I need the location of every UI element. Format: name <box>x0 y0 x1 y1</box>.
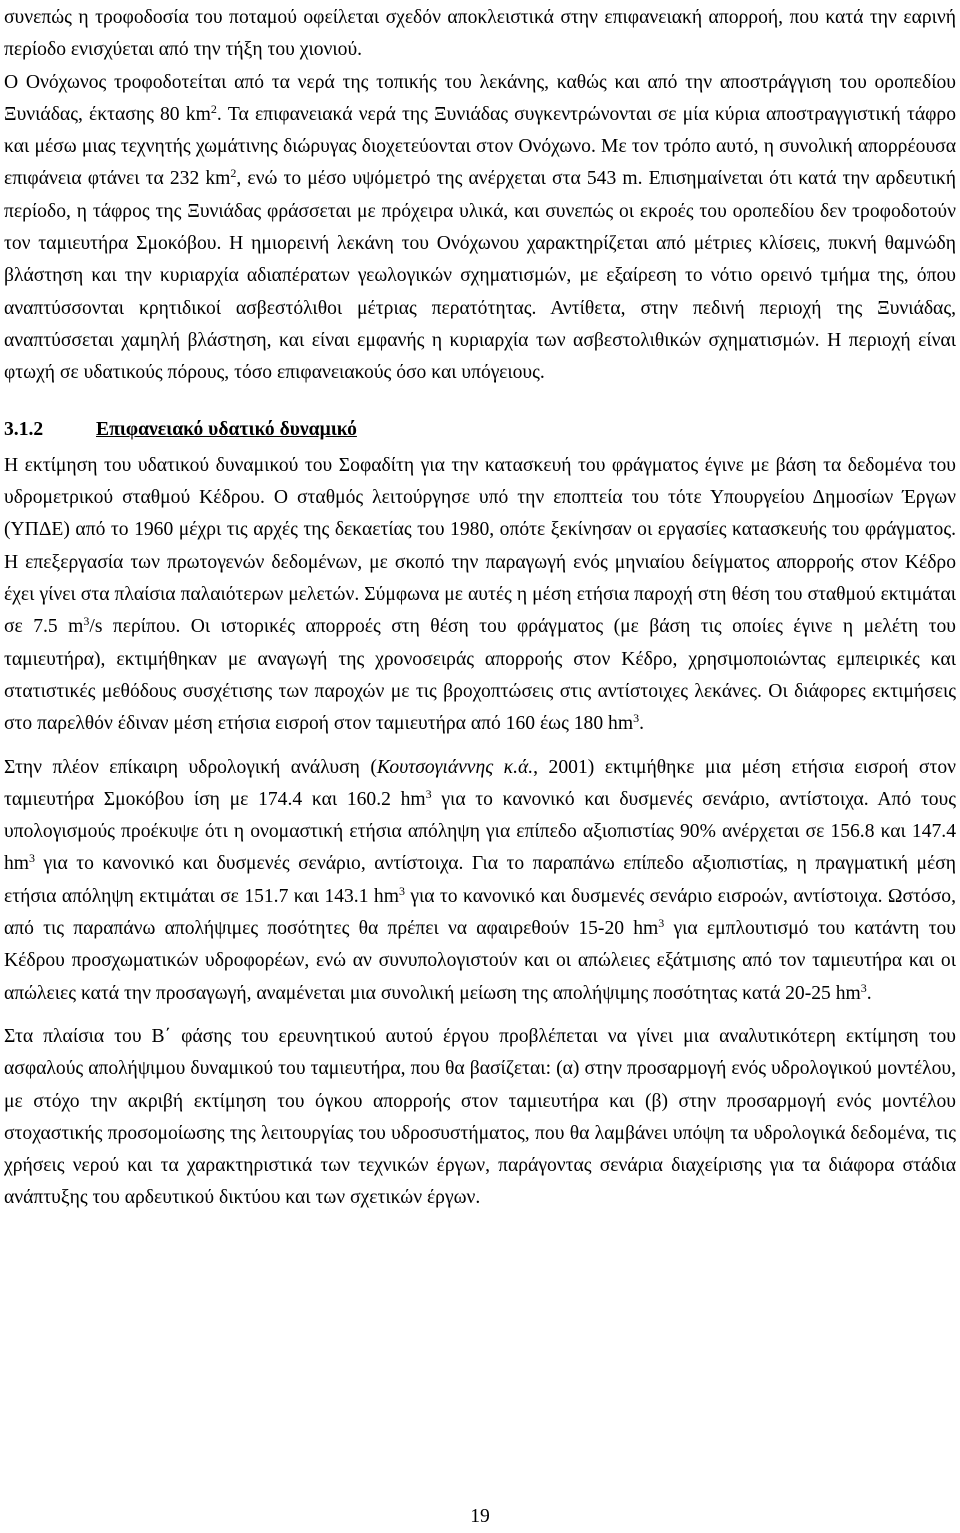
paragraph-3 <box>4 450 956 741</box>
paragraph-4-text-b: , 2001) εκτιμήθηκε μια μέση ετήσια εισροή στον ταμιευτήρα Σμοκόβου ίση με 174.4 και 160.2 hm <box>4 756 956 810</box>
section-heading <box>4 414 956 446</box>
paragraph-4 <box>4 752 956 1010</box>
superscript: 3 <box>398 883 405 898</box>
paragraph-3-text-b: /s περίπου. Οι ιστορικές απορροές στη θέση του φράγματος (με βάση τις οποίες έγινε η μελέτη του ταμιευτήρα), εκτιμήθηκαν με αναγωγή της χρονοσειράς απορροής στον Κέδρο, χρησιμοποιώντας εμπειρικές και στατιστικές μεθόδους συσχέτισης των παροχών με τις βροχοπτώσεις στις αντίστοιχες λεκάνες. Οι διάφορες εκτιμήσεις στο παρελθόν έδιναν μέση ετήσια εισροή στον ταμιευτήρα από 160 έως 180 hm <box>4 616 956 735</box>
paragraph-2 <box>4 67 956 390</box>
paragraph-2-text-b: . Τα επιφανειακά νερά της Ξυνιάδας συγκεντρώνονται σε μία κύρια αποστραγγιστική τάφρο και μέσω μιας τεχνητής χωμάτινης διώρυγας διοχετεύονται στον Ονόχωνο. Με τον τρόπο αυτό, η συνολική απορρέουσα επιφάνεια φτάνει τα 232 km <box>4 103 957 190</box>
superscript: 3 <box>83 614 90 629</box>
paragraph-1 <box>4 2 956 67</box>
paragraph-5-text: Στα πλαίσια του Β΄ φάσης του ερευνητικού αυτού έργου προβλέπεται να γίνει μια αναλυτικότερη εκτίμηση του ασφαλούς απολήψιμου δυναμικού του ταμιευτήρα, που θα βασίζεται: (α) στην προσαρμογή ενός υδρολογικού μοντέλου, με στόχο την ακριβή εκτίμηση του όγκου απορροής στον ταμιευτήρα και (β) στην προσαρμογή ενός μοντέλου στοχαστικής προσομοίωσης της λειτουργίας του υδροσυστήματος, που θα λαμβάνει υπόψη τα υδρολογικά δεδομένα, τις χρήσεις νερού και τα χαρακτηριστικά των τεχνικών έργων, παράγοντας σενάρια διαχείρισης για τα διάφορα στάδια ανάπτυξης του αρδευτικού δικτύου και των σχετικών έργων. <box>4 1025 956 1209</box>
section-number: 3.1.2 <box>4 418 44 440</box>
superscript: 2 <box>210 101 217 116</box>
paragraph-3-text-a: Η εκτίμηση του υδατικού δυναμικού του Σοφαδίτη για την κατασκευή του φράγματος έγινε με βάση τα δεδομένα του υδρομετρικού σταθμού Κέδρου. Ο σταθμός λειτούργησε υπό την εποπτεία του τότε Υπουργείου Δημοσίων Έργων (ΥΠΔΕ) από το 1960 μέχρι τις αρχές της δεκαετίας του 1980, οπότε ξεκίνησαν οι εργασίες κατασκευής του φράγματος. Η επεξεργασία των πρωτογενών δεδομένων, με σκοπό την παραγωγή ενός μηνιαίου δείγματος απορροής στον Κέδρο έχει γίνει στα πλαίσια παλαιότερων μελετών. Σύμφωνα με αυτές η μέση ετήσια παροχή στη θέση του σταθμού εκτιμάται σε 7.5 m <box>4 454 956 638</box>
paragraph-4-text-e: για το κανονικό και δυσμενές σενάριο εισροών, αντίστοιχα. Ωστόσο, από τις παραπάνω απολήψιμες ποσότητες θα πρέπει να αφαιρεθούν 15-20 hm <box>4 885 956 940</box>
paragraph-1-text: συνεπώς η τροφοδοσία του ποταμού οφείλεται σχεδόν αποκλειστικά στην επιφανειακή απορροή, που κατά την εαρινή περίοδο ενισχύεται από την τήξη του χιονιού. <box>4 7 956 61</box>
citation-authors: Κουτσογιάννης κ.ά. <box>376 756 534 778</box>
superscript: 2 <box>230 166 237 181</box>
paragraph-4-text-c: για το κανονικό και δυσμενές σενάριο, αντίστοιχα. Από τους υπολογισμούς προέκυψε ότι η ονομαστική ετήσια απόληψη για επίπεδο αξιοπιστίας 90% ανέρχεται σε 156.8 και 147.4 hm <box>4 788 956 875</box>
paragraph-2-text-c: , ενώ το μέσο υψόμετρό της ανέρχεται στα 543 m. Επισημαίνεται ότι κατά την αρδευτική περίοδο, η τάφρος της Ξυνιάδας φράσσεται με πρόχειρα υλικά, και συνεπώς οι εκροές του οροπεδίου δεν τροφοδοτούν τον ταμιευτήρα Σμοκόβου. Η ημιορεινή λεκάνη του Ονόχωνου χαρακτηρίζεται από μέτριες κλίσεις, πυκνή θαμνώδη βλάστηση και την κυριαρχία αδιαπέρατων γεωλογικών σχηματισμών, με εξαίρεση το νότιο ορεινό τμήμα της, όπου αναπτύσσονται κρητιδικοί ασβεστόλιθοι μέτριας περατότητας. Αντίθετα, στην πεδινή περιοχή της Ξυνιάδας, αναπτύσσεται χαμηλή βλάστηση, και είναι εμφανής η κυριαρχία των ασβεστολιθικών σχηματισμών. Η περιοχή είναι φτωχή σε υδατικούς πόρους, τόσο επιφανειακούς όσο και υπόγειους. <box>4 168 956 384</box>
superscript: 3 <box>658 916 665 931</box>
superscript: 3 <box>633 711 640 726</box>
superscript: 3 <box>425 786 432 801</box>
paragraph-4-text-d: για το κανονικό και δυσμενές σενάριο, αντίστοιχα. Για το παραπάνω επίπεδο αξιοπιστίας, η πραγματική μέση ετήσια απόληψη εκτιμάται σε 151.7 και 143.1 hm <box>4 853 956 907</box>
paragraph-2-text-a: Ο Ονόχωνος τροφοδοτείται από τα νερά της τοπικής του λεκάνης, καθώς και από την αποστράγγιση του οροπεδίου Ξυνιάδας, έκτασης 80 km <box>4 71 956 125</box>
superscript: 3 <box>29 851 36 866</box>
paragraph-4-text-a: Στην πλέον επίκαιρη υδρολογική ανάλυση ( <box>4 756 377 778</box>
paragraph-4-text-f: για εμπλουτισμό του κατάντη του Κέδρου προσχωματικών υδροφορέων, ενώ αν συνυπολογιστούν και οι απώλειες εξάτμισης από τον ταμιευτήρα και οι απώλειες κατά την προσαγωγή, αναμένεται μια συνολική μείωση της απολήψιμης ποσότητας κατά 20-25 hm <box>4 918 956 1004</box>
section-title: Επιφανειακό υδατικό δυναμικό <box>96 418 357 440</box>
paragraph-4-text-g: . <box>866 982 872 1004</box>
paragraph-5 <box>4 1021 956 1215</box>
paragraph-3-text-c: . <box>639 713 644 735</box>
superscript: 3 <box>860 980 867 995</box>
page-number: 19 <box>470 1506 490 1527</box>
